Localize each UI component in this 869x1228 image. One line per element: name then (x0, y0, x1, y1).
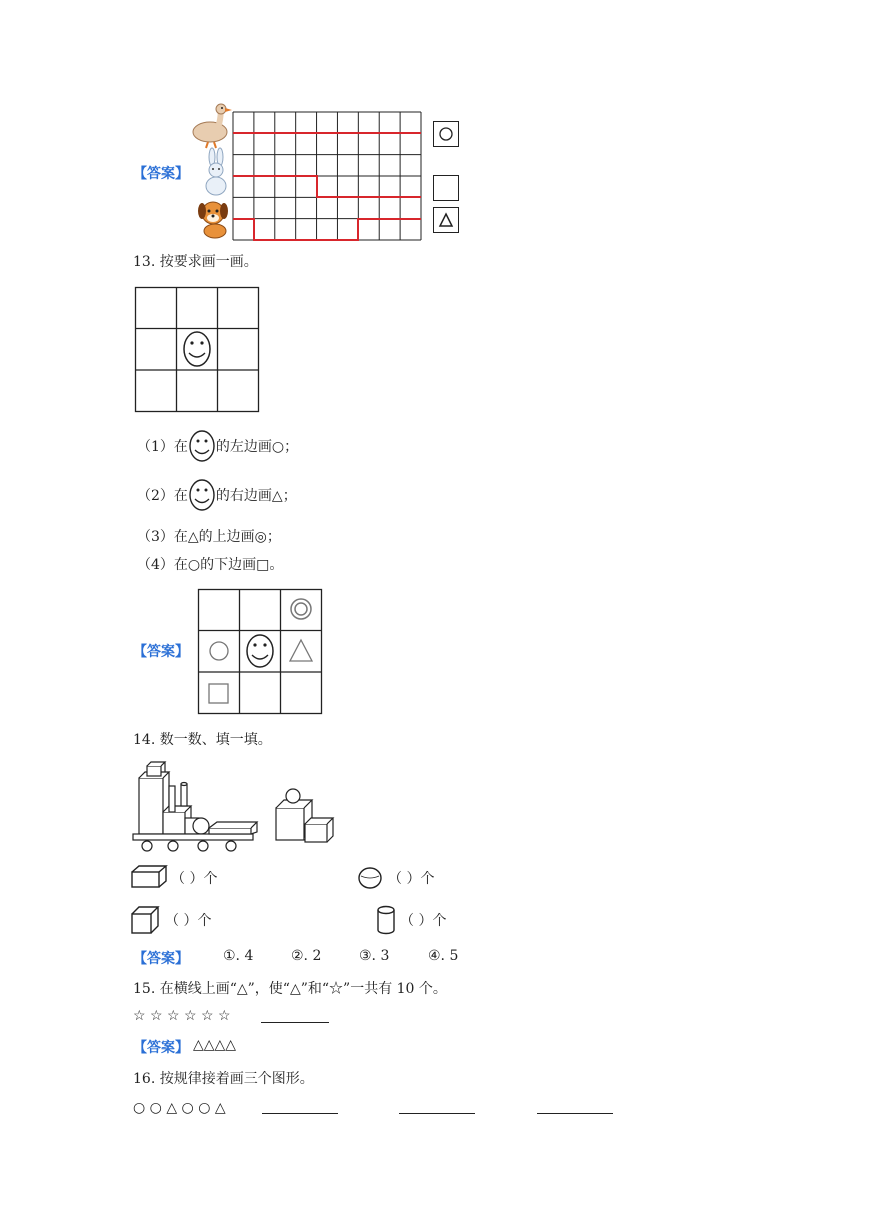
cuboid-count-blank[interactable]: （ ）个 (171, 871, 218, 887)
q14-answer-2: ②. 2 (291, 948, 322, 964)
q15-stars: ☆ ☆ ☆ ☆ ☆ ☆ (133, 1008, 231, 1024)
cylinder-count-blank[interactable]: （ ）个 (400, 913, 447, 929)
rabbit-icon (200, 148, 234, 196)
q13-answer-grid (198, 589, 322, 714)
q14-answer-label: 【答案】 (133, 951, 189, 967)
q16-blank-3[interactable] (537, 1113, 613, 1114)
q14-title: 14. 数一数、填一填。 (133, 732, 272, 748)
sphere-icon (358, 866, 384, 890)
square-icon (209, 684, 228, 703)
q13-item-4: （4）在○的下边画□。 (137, 557, 284, 573)
goose-icon (190, 102, 234, 148)
q14-answer-4: ④. 5 (428, 948, 459, 964)
q15-answer-label: 【答案】 (133, 1040, 189, 1056)
q16-sequence: ○ ○ △ ○ ○ △ (133, 1100, 226, 1116)
smiley-face-icon (247, 635, 273, 667)
cylinder-icon (376, 905, 396, 935)
square-answer-box (433, 175, 459, 201)
q16-blank-1[interactable] (262, 1113, 338, 1114)
circle-icon (210, 642, 228, 660)
smiley-face-icon (188, 479, 216, 511)
q14-answer-3: ③. 3 (359, 948, 390, 964)
smiley-face-icon (188, 430, 216, 462)
q13-question-grid (135, 287, 259, 412)
red-path-2 (233, 176, 421, 197)
cube-icon (131, 906, 161, 934)
q13-answer-label: 【答案】 (133, 644, 189, 660)
q13-item-1: （1）在 的左边画○； (137, 430, 298, 462)
double-circle-icon (291, 599, 311, 619)
q16-blank-2[interactable] (399, 1113, 475, 1114)
q13-item-3: （3）在△的上边画◎； (137, 529, 281, 545)
block-train-picture (133, 760, 338, 852)
smiley-face-icon (184, 332, 210, 366)
q13-item-2: （2）在 的右边画△； (137, 479, 297, 511)
q14-answer-1: ①. 4 (223, 948, 254, 964)
triangle-answer-box (433, 207, 459, 233)
q13-title: 13. 按要求画一画。 (133, 254, 258, 270)
q12-path-grid (233, 112, 421, 240)
red-path-3 (233, 219, 421, 240)
q15-answer: △△△△ (193, 1037, 237, 1053)
q15-title: 15. 在横线上画“△”，使“△”和“☆”一共有 10 个。 (133, 981, 447, 997)
dog-icon (193, 197, 235, 239)
circle-answer-box (433, 121, 459, 147)
sphere-count-blank[interactable]: （ ）个 (388, 871, 435, 887)
cuboid-icon (131, 865, 167, 889)
q15-answer-line[interactable] (261, 1022, 329, 1023)
triangle-icon (290, 640, 312, 661)
q12-answer-label: 【答案】 (133, 166, 189, 182)
cube-count-blank[interactable]: （ ）个 (165, 913, 212, 929)
q16-title: 16. 按规律接着画三个图形。 (133, 1071, 314, 1087)
